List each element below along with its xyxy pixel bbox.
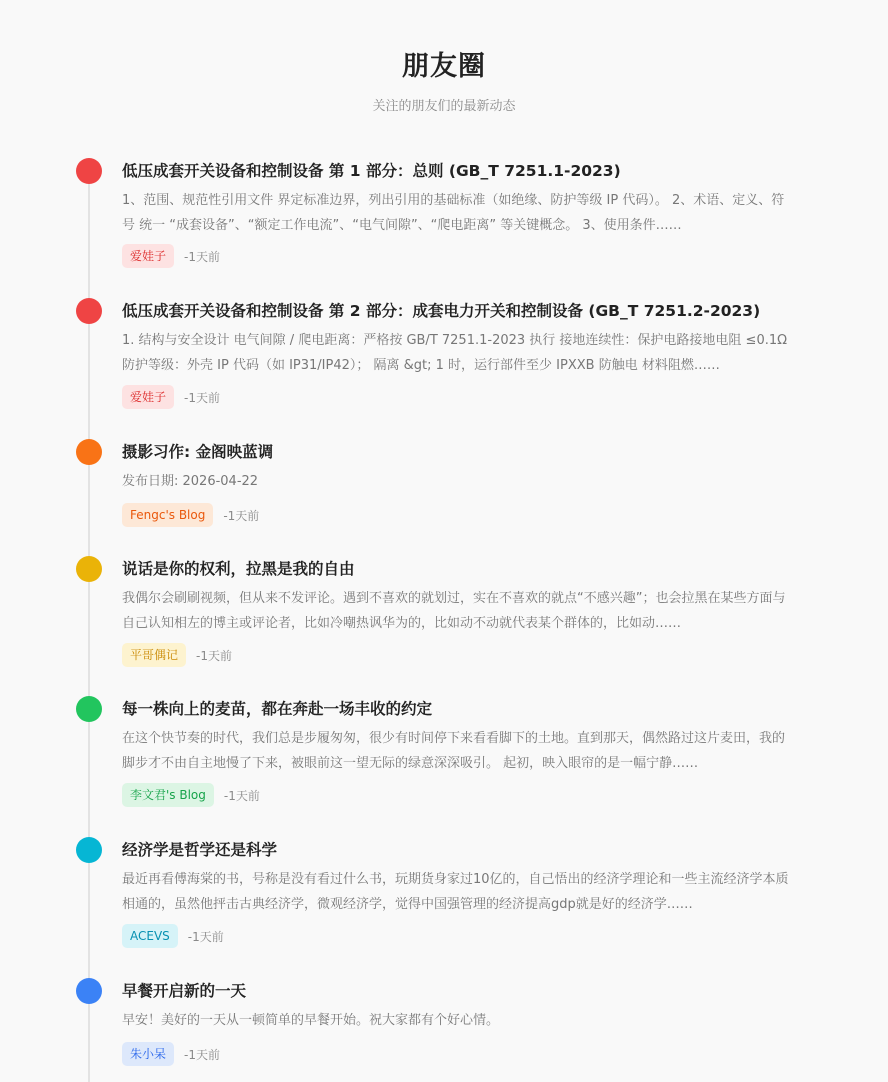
- post-time: -1天前: [184, 249, 220, 264]
- post-time: -1天前: [187, 929, 224, 944]
- post-meta: [122, 503, 259, 527]
- post-excerpt: 1. 结构与安全设计 电气间隙 / 爬电距离：严格按 GB/T 7251.1-2023 执行 接地连续性：保护电路接地电阻 ≤0.1Ω 防护等级：外壳 IP 代码（如 IP31/IP42）； 隔离 &gt; 1 时，运行部件至少 IPXXB 防触电 材料阻燃……: [122, 333, 788, 373]
- timeline-dot: [76, 556, 102, 582]
- post-time: -1天前: [223, 788, 260, 803]
- author-tag[interactable]: 平哥偶记: [122, 643, 186, 667]
- timeline-dot: [76, 439, 102, 465]
- post-meta: [122, 783, 260, 807]
- timeline-dot: [76, 837, 102, 863]
- page-title: 朋友圈: [402, 51, 486, 82]
- post-title-link[interactable]: 每一株向上的麦苗，都在奔赴一场丰收的约定: [122, 700, 433, 718]
- timeline-dot: [76, 978, 102, 1004]
- post-title-link[interactable]: 说话是你的权利，拉黑是我的自由: [122, 560, 355, 578]
- post-time: -1天前: [184, 1047, 220, 1062]
- post-excerpt: 我偶尔会刷刷视频，但从来不发评论。遇到不喜欢的就划过，实在不喜欢的就点“不感兴趣”；也会拉黑在某些方面与自己认知相左的博主或评论者，比如冷嘲热讽华为的，比如动不动就代表某个群体的，比如动……: [122, 591, 786, 631]
- post-time: -1天前: [196, 648, 232, 663]
- post-meta: [122, 643, 232, 667]
- post-meta: [122, 244, 220, 268]
- post-excerpt: 发布日期: 2026-04-22: [122, 474, 259, 489]
- author-tag[interactable]: Fengc's Blog: [122, 503, 213, 527]
- post-time: -1天前: [223, 508, 260, 523]
- post-excerpt: 最近再看傅海棠的书，号称是没有看过什么书，玩期货身家过10亿的，自己悟出的经济学理论和一些主流经济学本质相通的，虽然他抨击古典经济学，微观经济学，觉得中国强管理的经济提高gdp就是好的经济学……: [122, 872, 789, 912]
- post-time: -1天前: [184, 390, 220, 405]
- post-title-link[interactable]: 低压成套开关设备和控制设备 第 2 部分：成套电力开关和控制设备 (GB_T 7251.2-2023): [122, 302, 761, 320]
- author-tag[interactable]: 朱小呆: [122, 1042, 174, 1066]
- post-meta: [122, 924, 224, 948]
- post-title-link[interactable]: 早餐开启新的一天: [122, 982, 247, 1000]
- post-title-link[interactable]: 经济学是哲学还是科学: [122, 841, 278, 859]
- post-meta: [122, 385, 220, 409]
- author-tag[interactable]: ACEVS: [122, 924, 178, 948]
- author-tag[interactable]: 爱娃子: [122, 244, 174, 268]
- post-excerpt: 在这个快节奏的时代，我们总是步履匆匆，很少有时间停下来看看脚下的土地。直到那天，偶然路过这片麦田，我的脚步才不由自主地慢了下来，被眼前这一望无际的绿意深深吸引。 起初，映入眼帘的是一幅宁静……: [122, 731, 786, 771]
- post-title-link[interactable]: 摄影习作: 金阁映蓝调: [122, 443, 274, 461]
- post-excerpt: 早安！美好的一天从一顿简单的早餐开始。祝大家都有个好心情。: [122, 1013, 500, 1028]
- author-tag[interactable]: 李文君's Blog: [122, 783, 214, 807]
- timeline-dot: [76, 696, 102, 722]
- author-tag[interactable]: 爱娃子: [122, 385, 174, 409]
- post-excerpt: 1、范围、规范性引用文件 界定标准边界，列出引用的基础标准（如绝缘、防护等级 IP 代码）。 2、术语、定义、符号 统一 “成套设备”、“额定工作电流”、“电气间隙”、“爬电距离” 等关键概念。 3、使用条件……: [122, 193, 785, 233]
- post-meta: [122, 1042, 220, 1066]
- timeline-dot: [76, 298, 102, 324]
- post-title-link[interactable]: 低压成套开关设备和控制设备 第 1 部分：总则 (GB_T 7251.1-2023): [122, 162, 621, 180]
- timeline-dot: [76, 158, 102, 184]
- page-subtitle: 关注的朋友们的最新动态: [372, 99, 516, 114]
